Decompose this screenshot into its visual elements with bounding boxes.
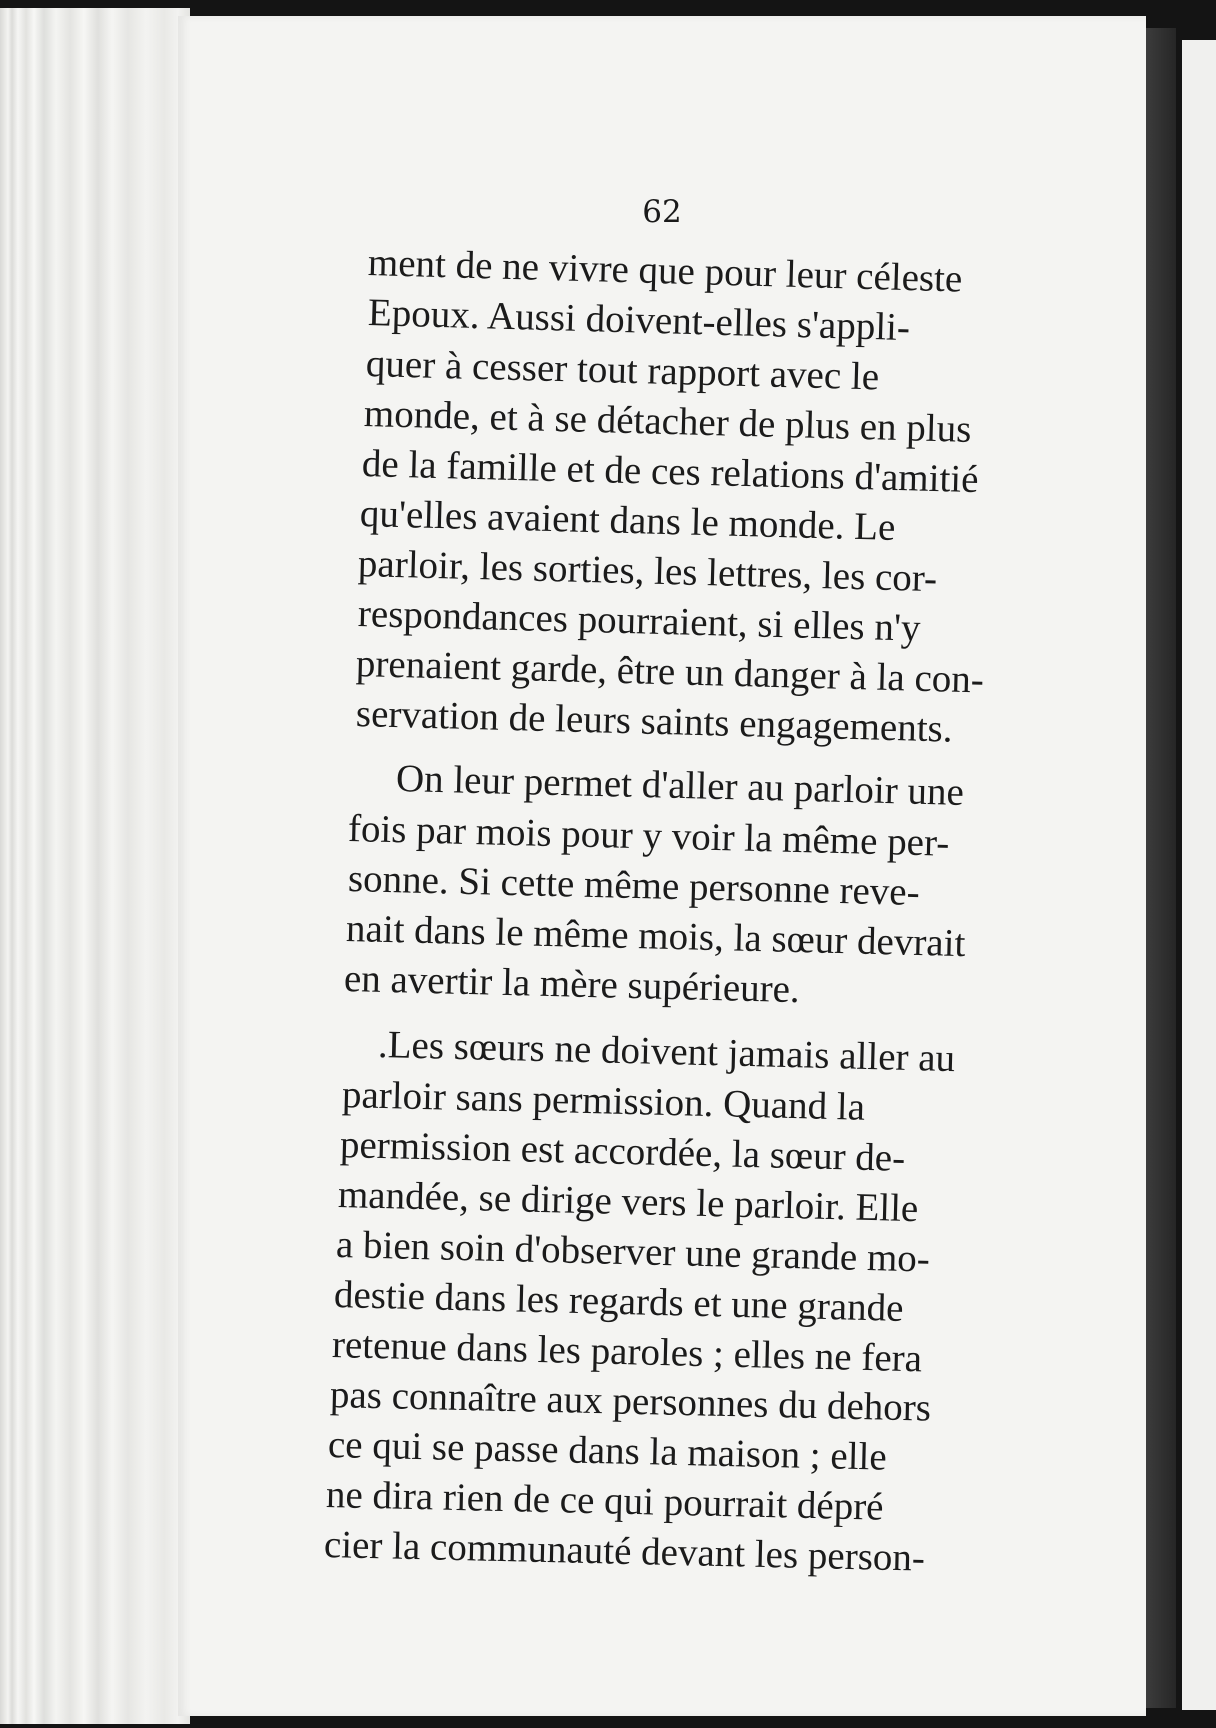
text-line: sonne. Si cette même personne reve- xyxy=(347,857,921,914)
text-line: servation de leurs saints engagements. xyxy=(355,692,954,751)
text-line: respondances pourraient, si elles n'y xyxy=(357,592,921,650)
text-line: a bien soin d'observer une grande mo- xyxy=(335,1223,931,1281)
text-line: parloir sans permission. Quand la xyxy=(341,1073,866,1129)
text-line: pas connaître aux personnes du dehors xyxy=(329,1373,932,1430)
text-line: .Les sœurs ne doivent jamais aller au xyxy=(377,1023,956,1081)
text-line: Epoux. Aussi doivent-elles s'appli- xyxy=(367,291,911,350)
text-line: prenaient garde, être un danger à la con- xyxy=(355,642,985,702)
text-line: permission est accordée, la sœur de- xyxy=(339,1123,906,1180)
text-line: ce qui se passe dans la maison ; elle xyxy=(327,1423,888,1479)
text-line: mandée, se dirige vers le parloir. Elle xyxy=(337,1173,919,1231)
text-line: On leur permet d'aller au parloir une xyxy=(395,757,965,814)
text-line: en avertir la mère supérieure. xyxy=(343,957,801,1012)
stacked-page-edges xyxy=(0,8,190,1724)
text-line: fois par mois pour y voir la même per- xyxy=(347,807,950,865)
text-line: ment de ne vivre que pour leur céleste xyxy=(367,241,963,301)
text-line: de la famille et de ces relations d'amitié xyxy=(361,442,980,502)
text-line: retenue dans les paroles ; elles ne fera xyxy=(331,1323,923,1381)
text-line: nait dans le même mois, la sœur devrait xyxy=(345,907,966,966)
text-line: parloir, les sorties, les lettres, les cor- xyxy=(357,542,938,601)
text-line: cier la communauté devant les person- xyxy=(323,1523,926,1580)
text-line: ne dira rien de ce qui pourrait dépré xyxy=(325,1473,885,1529)
text-line: qu'elles avaient dans le monde. Le xyxy=(359,492,896,550)
binding-shadow xyxy=(1146,28,1176,1708)
text-line: destie dans les regards et une grande xyxy=(333,1273,904,1330)
page-number: 62 xyxy=(642,194,682,230)
text-line: monde, et à se détacher de plus en plus xyxy=(363,392,972,451)
text-line: quer à cesser tout rapport avec le xyxy=(365,342,880,399)
facing-page-edge xyxy=(1182,40,1216,1710)
